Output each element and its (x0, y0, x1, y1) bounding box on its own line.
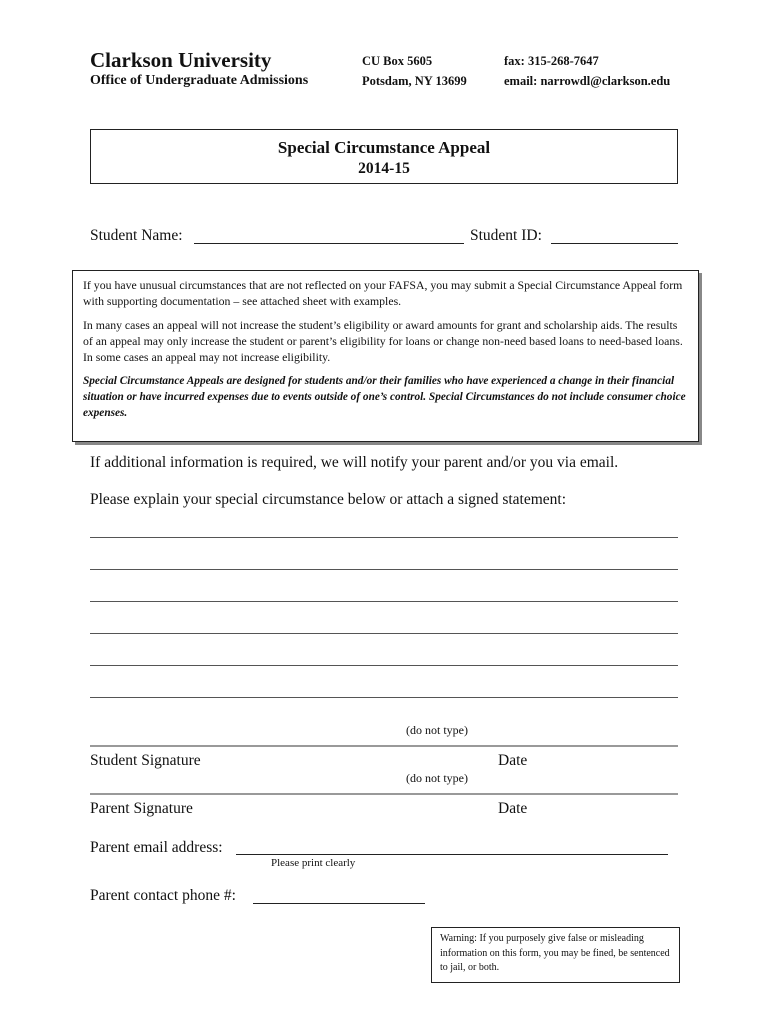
explanation-line[interactable] (90, 601, 678, 602)
parent-phone-label: Parent contact phone #: (90, 887, 236, 904)
print-clearly-note: Please print clearly (271, 857, 356, 869)
info-paragraph: If you have unusual circumstances that are not reflected on your FAFSA, you may submit a Special Circumstance Appeal form with supporting documentation – see attached sheet with examples. (83, 278, 683, 308)
parent-phone-field[interactable] (253, 903, 425, 904)
contact-email: email: narrowdl@clarkson.edu (504, 74, 671, 88)
explanation-line[interactable] (90, 537, 678, 538)
student-id-field[interactable] (551, 243, 678, 244)
student-name-field[interactable] (194, 243, 464, 244)
parent-email-label: Parent email address: (90, 839, 223, 856)
explanation-line[interactable] (90, 697, 678, 698)
notify-text: If additional information is required, we will notify your parent and/or you via email. (90, 454, 619, 471)
form-title-box (90, 129, 678, 184)
explanation-line[interactable] (90, 569, 678, 570)
form-year: 2014-15 (358, 160, 410, 177)
info-paragraph-emphasis: Special Circumstance Appeals are designed for students and/or their families who have experienced a change in their financial situation or have incurred expenses due to events outside of one’s control. Special Circumstances do not include consumer choice expenses. (83, 375, 686, 419)
parent-signature-line[interactable] (90, 793, 678, 795)
student-name-label: Student Name: (90, 227, 183, 244)
student-signature-line[interactable] (90, 745, 678, 747)
explanation-line[interactable] (90, 665, 678, 666)
city-state-zip: Potsdam, NY 13699 (362, 74, 467, 88)
warning-box: Warning: If you purposely give false or misleading information on this form, you may be fined, be sentenced to jail, or both. (431, 927, 680, 983)
info-paragraph: In many cases an appeal will not increase the student’s eligibility or award amounts for grant and scholarship aids. The results of an appeal may only increase the student or parent’s eligibility for loans or change non-need based loans to need-based loans. In some cases an appeal may not increase eligibility. (83, 318, 683, 364)
explanation-line[interactable] (90, 633, 678, 634)
form-title: Special Circumstance Appeal (277, 138, 491, 157)
parent-signature-label: Parent Signature (90, 800, 193, 817)
do-not-type-note: (do not type) (406, 723, 468, 737)
fax-number: fax: 315-268-7647 (504, 54, 599, 68)
student-signature-label: Student Signature (90, 752, 201, 769)
explain-prompt: Please explain your special circumstance below or attach a signed statement: (90, 491, 567, 508)
parent-email-field[interactable] (236, 854, 668, 855)
student-id-label: Student ID: (470, 227, 542, 244)
do-not-type-note: (do not type) (406, 771, 468, 785)
student-date-label: Date (498, 752, 528, 769)
po-box: CU Box 5605 (362, 54, 433, 68)
university-name: Clarkson University (90, 48, 272, 72)
info-box (72, 270, 699, 442)
office-name: Office of Undergraduate Admissions (90, 73, 309, 88)
parent-date-label: Date (498, 800, 528, 817)
